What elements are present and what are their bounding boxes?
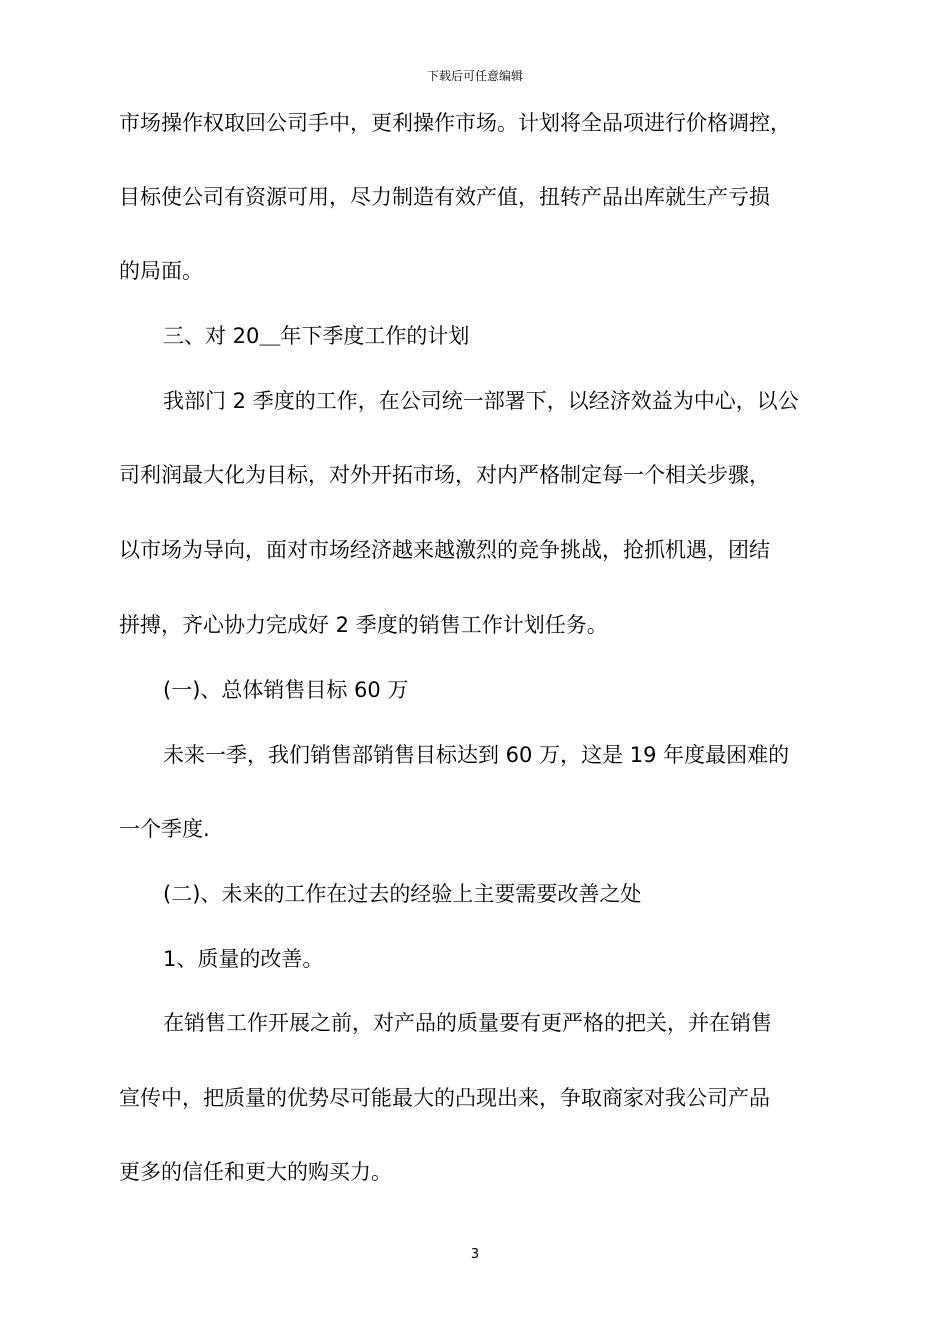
list-item-heading: 1、质量的改善。 (163, 947, 324, 971)
paragraph-line: 司利润最大化为目标，对外开拓市场，对内严格制定每一个相关步骤， (119, 463, 770, 487)
paragraph-line: 我部门 2 季度的工作，在公司统一部署下，以经济效益为中心，以公 (163, 389, 799, 413)
page-number: 3 (470, 1247, 480, 1262)
paragraph-line: 目标使公司有资源可用，尽力制造有效产值，扭转产品出库就生产亏损 (119, 185, 770, 209)
subsection-heading: (二)、未来的工作在过去的经验上主要需要改善之处 (163, 882, 642, 906)
section-heading: 三、对 20＿年下季度工作的计划 (163, 324, 470, 348)
paragraph-line: 未来一季，我们销售部销售目标达到 60 万，这是 19 年度最困难的 (163, 743, 790, 767)
paragraph-line: 宣传中，把质量的优势尽可能最大的凸现出来，争取商家对我公司产品 (119, 1086, 770, 1110)
subsection-heading: (一)、总体销售目标 60 万 (163, 678, 409, 702)
paragraph-line: 拼搏，齐心协力完成好 2 季度的销售工作计划任务。 (119, 613, 608, 637)
paragraph-line: 在销售工作开展之前，对产品的质量要有更严格的把关，并在销售 (163, 1011, 772, 1035)
paragraph-line: 一个季度. (119, 817, 210, 841)
paragraph-line: 市场操作权取回公司手中，更利操作市场。计划将全品项进行价格调控， (119, 111, 791, 135)
paragraph-line: 以市场为导向，面对市场经济越来越激烈的竞争挑战，抢抓机遇，团结 (119, 538, 770, 562)
page-header: 下载后可任意编辑 (426, 69, 523, 83)
paragraph-line: 的局面。 (119, 259, 203, 283)
paragraph-line: 更多的信任和更大的购买力。 (119, 1160, 392, 1184)
